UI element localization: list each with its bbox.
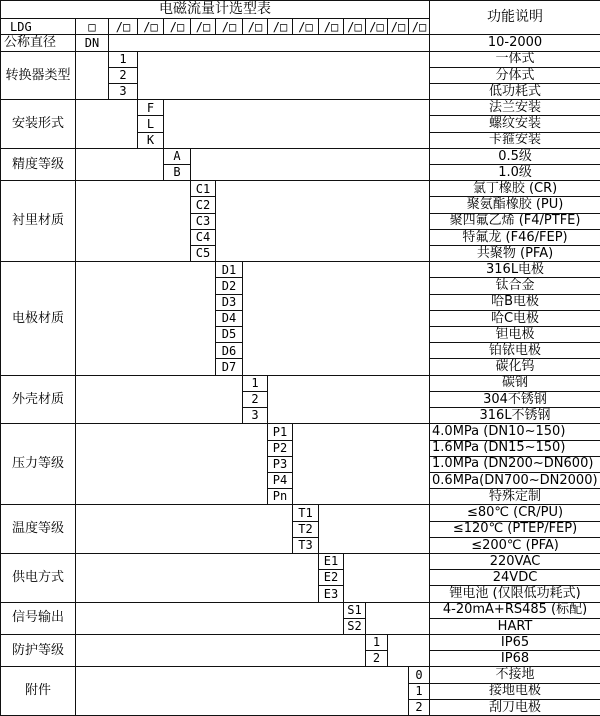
description-cell: 0.5级 xyxy=(430,148,600,164)
description-cell: ≤80℃ (CR/PU) xyxy=(430,505,600,521)
ldg-slot: /□ xyxy=(268,19,293,35)
code-cell: S1 xyxy=(344,602,366,618)
category-label: 附件 xyxy=(1,667,76,716)
empty-cell xyxy=(76,51,109,100)
description-cell: 特氟龙 (F46/FEP) xyxy=(430,229,600,245)
code-cell: 2 xyxy=(409,699,430,715)
category-label: 信号输出 xyxy=(1,602,76,634)
ldg-label: LDG xyxy=(1,19,76,35)
category-label: 温度等级 xyxy=(1,505,76,554)
empty-cell xyxy=(191,148,430,180)
code-cell: D1 xyxy=(216,262,243,278)
code-cell: D3 xyxy=(216,294,243,310)
description-cell: 刮刀电极 xyxy=(430,699,600,715)
empty-cell xyxy=(109,35,430,51)
category-label: 精度等级 xyxy=(1,148,76,180)
empty-cell xyxy=(76,634,366,666)
empty-cell xyxy=(76,100,138,149)
empty-cell xyxy=(76,262,216,375)
code-cell: C1 xyxy=(191,181,216,197)
ldg-slot: /□ xyxy=(216,19,243,35)
ldg-slot: /□ xyxy=(388,19,409,35)
description-cell: 分体式 xyxy=(430,67,600,83)
description-cell: 1.0MPa (DN200~DN600) xyxy=(430,456,600,472)
empty-cell xyxy=(366,602,430,634)
empty-cell xyxy=(164,100,430,149)
description-cell: 锂电池 (仅限低功耗式) xyxy=(430,586,600,602)
ldg-slot: /□ xyxy=(344,19,366,35)
description-cell: HART xyxy=(430,618,600,634)
ldg-slot: /□ xyxy=(109,19,138,35)
ldg-slot: /□ xyxy=(409,19,430,35)
code-cell: T1 xyxy=(293,505,319,521)
code-cell: S2 xyxy=(344,618,366,634)
empty-cell xyxy=(243,262,430,375)
description-cell: 一体式 xyxy=(430,51,600,67)
code-cell: C5 xyxy=(191,246,216,262)
description-cell: 316L电极 xyxy=(430,262,600,278)
code-cell: T3 xyxy=(293,537,319,553)
code-cell: 1 xyxy=(409,683,430,699)
description-cell: 24VDC xyxy=(430,570,600,586)
code-cell: T2 xyxy=(293,521,319,537)
description-cell: 共聚物 (PFA) xyxy=(430,246,600,262)
code-cell: 2 xyxy=(109,67,138,83)
empty-cell xyxy=(76,375,243,424)
description-cell: 接地电极 xyxy=(430,683,600,699)
description-cell: IP65 xyxy=(430,634,600,650)
description-cell: 哈C电极 xyxy=(430,310,600,326)
code-cell: D5 xyxy=(216,327,243,343)
code-cell: P4 xyxy=(268,472,293,488)
code-cell: D4 xyxy=(216,310,243,326)
code-cell: F xyxy=(138,100,164,116)
function-header: 功能说明 xyxy=(430,1,600,35)
category-label: 转换器类型 xyxy=(1,51,76,100)
code-cell: 2 xyxy=(366,651,388,667)
description-cell: 钛合金 xyxy=(430,278,600,294)
code-cell: E3 xyxy=(319,586,344,602)
code-cell: 1 xyxy=(243,375,268,391)
code-cell: 2 xyxy=(243,391,268,407)
table-title: 电磁流量计选型表 xyxy=(1,1,430,19)
description-cell: 1.6MPa (DN15~150) xyxy=(430,440,600,456)
code-cell: P2 xyxy=(268,440,293,456)
description-cell: 碳化钨 xyxy=(430,359,600,375)
code-cell: P3 xyxy=(268,456,293,472)
ldg-box: □ xyxy=(76,19,109,35)
code-cell: C2 xyxy=(191,197,216,213)
empty-cell xyxy=(388,634,430,666)
empty-cell xyxy=(268,375,430,424)
category-label: 外壳材质 xyxy=(1,375,76,424)
description-cell: 4.0MPa (DN10~150) xyxy=(430,424,600,440)
empty-cell xyxy=(76,553,319,602)
description-cell: ≤200℃ (PFA) xyxy=(430,537,600,553)
category-label: 电极材质 xyxy=(1,262,76,375)
empty-cell xyxy=(76,424,268,505)
empty-cell xyxy=(76,181,191,262)
ldg-slot: /□ xyxy=(138,19,164,35)
description-cell: 碳钢 xyxy=(430,375,600,391)
ldg-slot: /□ xyxy=(164,19,191,35)
category-label: 衬里材质 xyxy=(1,181,76,262)
description-cell: 法兰安装 xyxy=(430,100,600,116)
empty-cell xyxy=(76,148,164,180)
ldg-slot: /□ xyxy=(319,19,344,35)
code-cell: 3 xyxy=(109,84,138,100)
code-cell: 1 xyxy=(366,634,388,650)
description-cell: 氯丁橡胶 (CR) xyxy=(430,181,600,197)
description-cell: 220VAC xyxy=(430,553,600,569)
empty-cell xyxy=(344,553,430,602)
code-cell: D7 xyxy=(216,359,243,375)
code-cell: E2 xyxy=(319,570,344,586)
description-cell: 1.0级 xyxy=(430,165,600,181)
description-cell: 304不锈钢 xyxy=(430,391,600,407)
description-cell: 4-20mA+RS485 (标配) xyxy=(430,602,600,618)
empty-cell xyxy=(293,424,430,505)
code-cell: K xyxy=(138,132,164,148)
description-cell: 特殊定制 xyxy=(430,489,600,505)
empty-cell xyxy=(76,602,344,634)
code-cell: 1 xyxy=(109,51,138,67)
code-cell: DN xyxy=(76,35,109,51)
description-cell: 10-2000 xyxy=(430,35,600,51)
category-label: 供电方式 xyxy=(1,553,76,602)
code-cell: L xyxy=(138,116,164,132)
ldg-slot: /□ xyxy=(243,19,268,35)
description-cell: 聚氨酯橡胶 (PU) xyxy=(430,197,600,213)
code-cell: A xyxy=(164,148,191,164)
description-cell: 低功耗式 xyxy=(430,84,600,100)
category-label: 防护等级 xyxy=(1,634,76,666)
description-cell: 不接地 xyxy=(430,667,600,683)
ldg-slot: /□ xyxy=(293,19,319,35)
category-label: 压力等级 xyxy=(1,424,76,505)
code-cell: 3 xyxy=(243,408,268,424)
description-cell: 卡箍安装 xyxy=(430,132,600,148)
empty-cell xyxy=(76,505,293,554)
category-label: 安装形式 xyxy=(1,100,76,149)
description-cell: ≤120℃ (PTEP/FEP) xyxy=(430,521,600,537)
code-cell: P1 xyxy=(268,424,293,440)
description-cell: 316L不锈钢 xyxy=(430,408,600,424)
description-cell: 铂铱电极 xyxy=(430,343,600,359)
description-cell: IP68 xyxy=(430,651,600,667)
code-cell: C3 xyxy=(191,213,216,229)
code-cell: Pn xyxy=(268,489,293,505)
description-cell: 0.6MPa(DN700~DN2000) xyxy=(430,472,600,488)
code-cell: D2 xyxy=(216,278,243,294)
empty-cell xyxy=(319,505,430,554)
description-cell: 钽电极 xyxy=(430,327,600,343)
empty-cell xyxy=(76,667,409,716)
description-cell: 螺纹安装 xyxy=(430,116,600,132)
code-cell: D6 xyxy=(216,343,243,359)
description-cell: 聚四氟乙烯 (F4/PTFE) xyxy=(430,213,600,229)
ldg-slot: /□ xyxy=(191,19,216,35)
empty-cell xyxy=(138,51,430,100)
code-cell: B xyxy=(164,165,191,181)
code-cell: E1 xyxy=(319,553,344,569)
code-cell: 0 xyxy=(409,667,430,683)
ldg-slot: /□ xyxy=(366,19,388,35)
description-cell: 哈B电极 xyxy=(430,294,600,310)
code-cell: C4 xyxy=(191,229,216,245)
empty-cell xyxy=(216,181,430,262)
category-label: 公称直径 xyxy=(1,35,76,51)
